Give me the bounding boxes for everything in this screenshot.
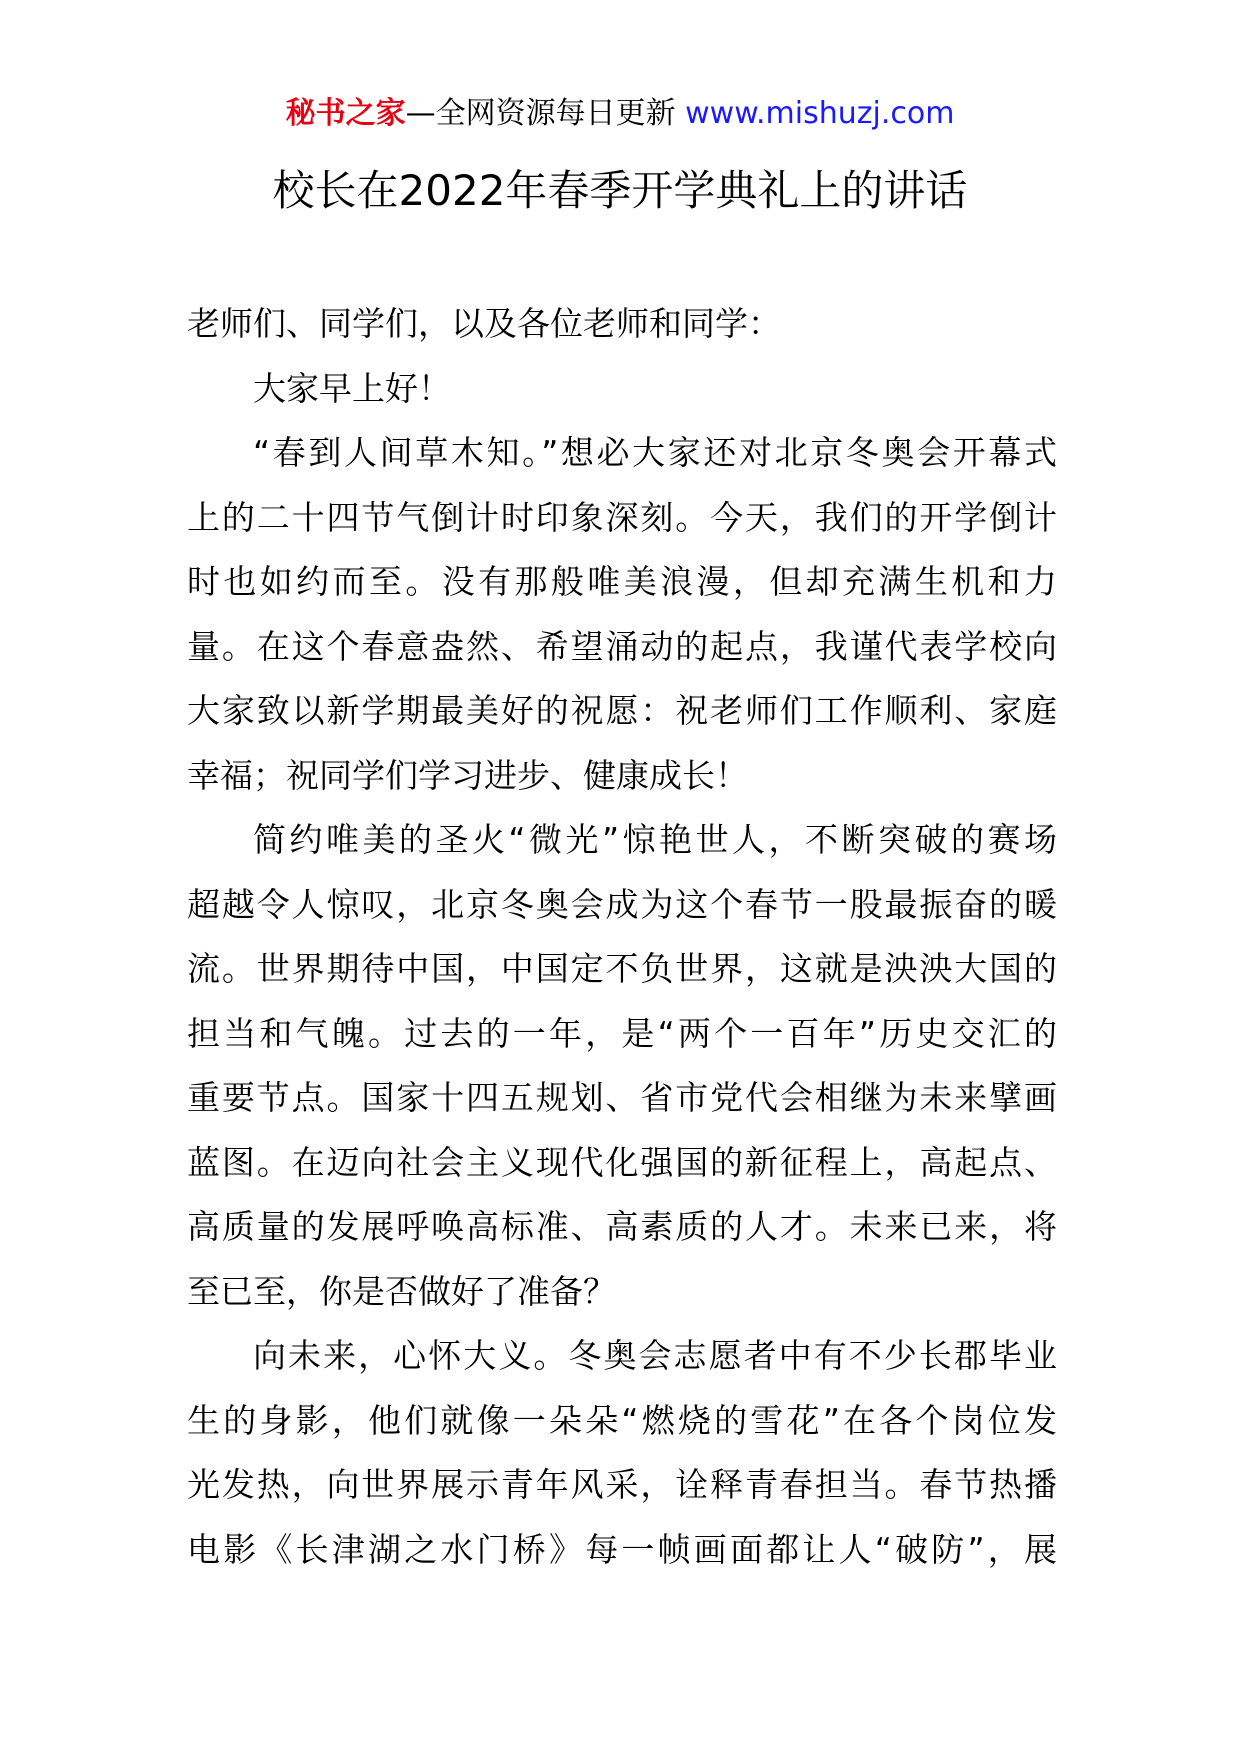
greeting-line: 大家早上好！ bbox=[253, 368, 451, 408]
document-title: 校长在2022年春季开学典礼上的讲话 bbox=[272, 166, 968, 215]
body-line: 向未来，心怀大义。冬奥会志愿者中有不少长郡毕业 bbox=[253, 1336, 1057, 1375]
body-line: 电影《长津湖之水门桥》每一帧画面都让人“破防”，展 bbox=[187, 1529, 1057, 1569]
body-line: 量。在这个春意盎然、希望涌动的起点，我谨代表学校向 bbox=[187, 626, 1057, 666]
site-url-link[interactable]: www.mishuzj.com bbox=[685, 96, 955, 131]
body-line: 生的身影，他们就像一朵朵“燃烧的雪花”在各个岗位发 bbox=[187, 1400, 1057, 1440]
document-body bbox=[187, 292, 1057, 1582]
salutation-line: 老师们、同学们，以及各位老师和同学： bbox=[187, 304, 781, 343]
body-line: 光发热，向世界展示青年风采，诠释青春担当。春节热播 bbox=[187, 1465, 1057, 1504]
body-line: 担当和气魄。过去的一年，是“两个一百年”历史交汇的 bbox=[187, 1013, 1057, 1053]
body-line: 大家致以新学期最美好的祝愿：祝老师们工作顺利、家庭 bbox=[187, 691, 1057, 730]
site-tagline: —全网资源每日更新 bbox=[405, 96, 676, 131]
site-header bbox=[0, 94, 1240, 134]
body-line: “春到人间草木知。”想必大家还对北京冬奥会开幕式 bbox=[253, 433, 1057, 472]
body-line: 流。世界期待中国，中国定不负世界，这就是泱泱大国的 bbox=[187, 949, 1057, 988]
site-brand: 秘书之家 bbox=[285, 96, 406, 131]
body-line: 高质量的发展呼唤高标准、高素质的人才。未来已来，将 bbox=[187, 1207, 1057, 1246]
body-line: 重要节点。国家十四五规划、省市党代会相继为未来擘画 bbox=[187, 1078, 1057, 1117]
body-line: 至已至，你是否做好了准备？ bbox=[187, 1271, 616, 1311]
body-line: 超越令人惊叹，北京冬奥会成为这个春节一股最振奋的暖 bbox=[187, 884, 1057, 924]
body-line: 幸福；祝同学们学习进步、健康成长！ bbox=[187, 755, 748, 795]
body-line: 蓝图。在迈向社会主义现代化强国的新征程上，高起点、 bbox=[187, 1142, 1057, 1182]
body-line: 时也如约而至。没有那般唯美浪漫，但却充满生机和力 bbox=[187, 562, 1057, 601]
body-line: 上的二十四节气倒计时印象深刻。今天，我们的开学倒计 bbox=[187, 497, 1057, 537]
body-line: 简约唯美的圣火“微光”惊艳世人，不断突破的赛场 bbox=[253, 820, 1057, 859]
